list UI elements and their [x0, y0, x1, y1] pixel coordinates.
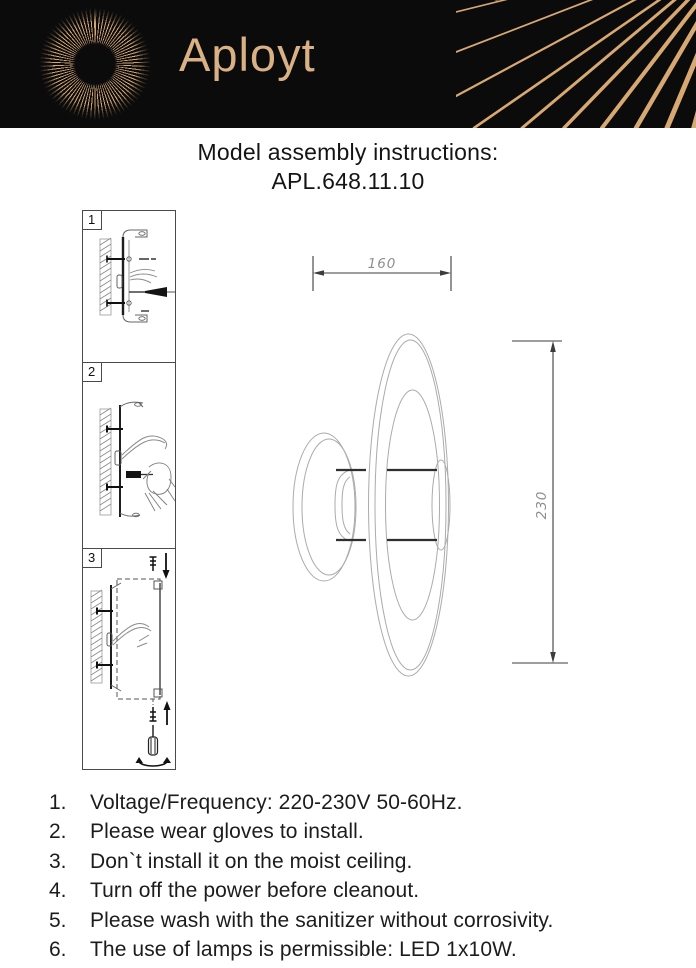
page-title: Model assembly instructions: [197, 139, 499, 165]
list-item-number: 5. [49, 908, 67, 932]
list-item-text: The use of lamps is permissible: LED 1x10W. [90, 938, 517, 962]
list-item-number: 6. [49, 938, 67, 962]
list-item-number: 3. [49, 849, 67, 873]
step-3-number: 3 [82, 548, 102, 568]
list-item-text: Turn off the power before cleanout. [90, 879, 420, 903]
step-2-illustration [83, 363, 175, 547]
brand-name: Aployt [179, 28, 316, 81]
list-item-text: Don`t install it on the moist ceiling. [90, 849, 413, 873]
lamp-body-outline [117, 579, 162, 699]
step-3-panel [82, 548, 176, 770]
wall-hatch [100, 408, 111, 515]
mounting-bracket [107, 402, 143, 517]
sunburst-logo-icon [36, 7, 154, 121]
step-2-panel [82, 362, 176, 549]
corner-rays-icon [456, 0, 696, 128]
wall-hatch [91, 590, 102, 683]
step-1-illustration [83, 211, 175, 361]
list-item [49, 847, 679, 876]
list-item [49, 935, 679, 964]
lamp-technical-drawing [270, 235, 600, 705]
wires [113, 623, 151, 647]
instruction-list [49, 788, 679, 964]
hand [143, 463, 175, 511]
top-screw [150, 553, 170, 579]
list-item [49, 817, 679, 846]
width-dimension-label: 160 [367, 256, 397, 272]
list-item-text: Please wash with the sanitizer without corrosivity. [90, 908, 554, 932]
wires [130, 269, 157, 283]
step-3-illustration [83, 549, 175, 768]
step-1-number: 1 [82, 210, 102, 230]
list-item [49, 788, 679, 817]
list-item-number: 4. [49, 879, 67, 903]
header-banner [0, 0, 696, 128]
list-item [49, 906, 679, 935]
step-1-panel [82, 210, 176, 363]
model-number: APL.648.11.10 [271, 168, 425, 194]
list-item-number: 2. [49, 820, 67, 844]
wires [122, 436, 167, 459]
height-dimension-label: 230 [534, 490, 550, 520]
list-item-text: Voltage/Frequency: 220-230V 50-60Hz. [90, 791, 463, 814]
connector [126, 471, 153, 478]
list-item-text: Please wear gloves to install. [90, 820, 364, 844]
screwdriver [129, 287, 175, 297]
lamp-outline [293, 334, 450, 676]
step-2-number: 2 [82, 362, 102, 382]
list-item-number: 1. [49, 791, 67, 814]
list-item [49, 876, 679, 905]
